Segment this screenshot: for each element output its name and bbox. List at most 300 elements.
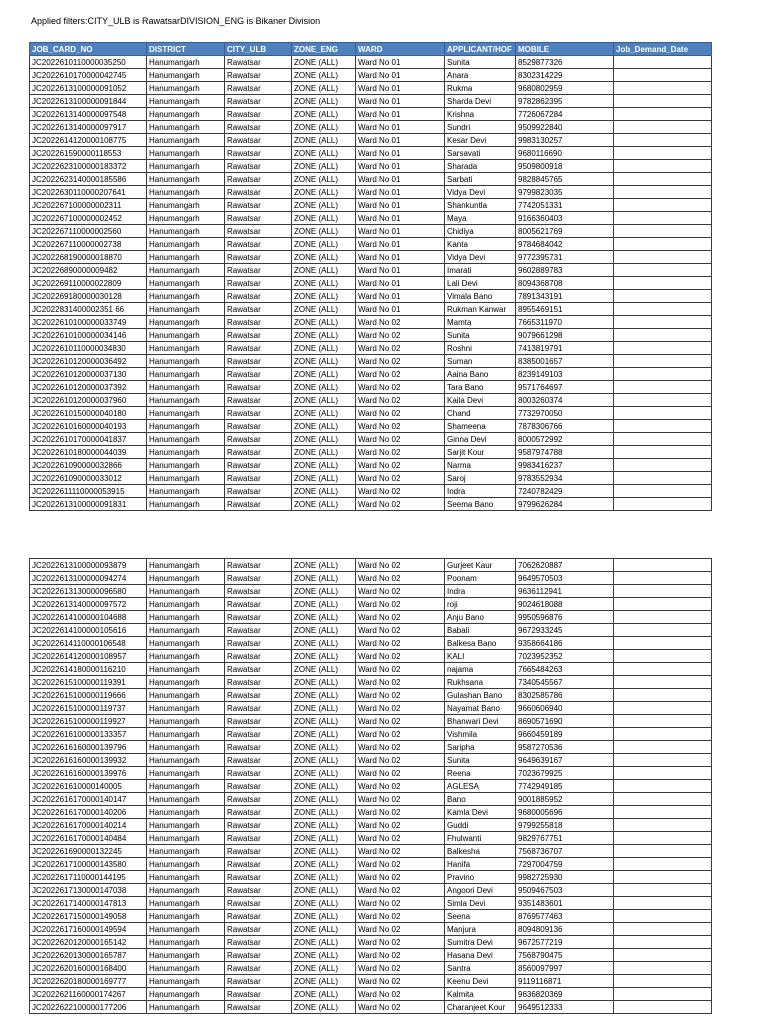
applicant-cell: Pravino bbox=[445, 871, 516, 884]
mobile-cell: 9660606940 bbox=[516, 702, 614, 715]
mobile-cell: 7023952352 bbox=[516, 650, 614, 663]
table-row bbox=[30, 793, 712, 806]
zone-cell: ZONE (ALL) bbox=[292, 303, 356, 316]
zone-cell: ZONE (ALL) bbox=[292, 611, 356, 624]
mobile-cell: 8094809136 bbox=[516, 923, 614, 936]
job-demand-date-cell bbox=[614, 923, 712, 936]
table-row bbox=[30, 433, 712, 446]
applicant-cell: Balkesha bbox=[445, 845, 516, 858]
table-row bbox=[30, 238, 712, 251]
col-header-mobile: MOBILE bbox=[516, 43, 614, 56]
district-cell: Hanumangarh bbox=[147, 923, 225, 936]
job-demand-date-cell bbox=[614, 715, 712, 728]
job-card-no-cell: JC2022616160000139976 bbox=[30, 767, 147, 780]
mobile-cell: 8302314229 bbox=[516, 69, 614, 82]
table-row bbox=[30, 108, 712, 121]
zone-cell: ZONE (ALL) bbox=[292, 459, 356, 472]
mobile-cell: 7891343191 bbox=[516, 290, 614, 303]
applicant-cell: Shankuntla bbox=[445, 199, 516, 212]
zone-cell: ZONE (ALL) bbox=[292, 936, 356, 949]
ward-cell: Ward No 01 bbox=[356, 160, 445, 173]
zone-cell: ZONE (ALL) bbox=[292, 472, 356, 485]
job-demand-date-cell bbox=[614, 394, 712, 407]
zone-cell: ZONE (ALL) bbox=[292, 871, 356, 884]
district-cell: Hanumangarh bbox=[147, 303, 225, 316]
table-row bbox=[30, 585, 712, 598]
ward-cell: Ward No 02 bbox=[356, 498, 445, 511]
job-demand-date-cell bbox=[614, 936, 712, 949]
zone-cell: ZONE (ALL) bbox=[292, 355, 356, 368]
ward-cell: Ward No 02 bbox=[356, 962, 445, 975]
job-card-no-cell: JC2022614100000104688 bbox=[30, 611, 147, 624]
ward-cell: Ward No 01 bbox=[356, 173, 445, 186]
city-ulb-cell: Rawatsar bbox=[225, 767, 292, 780]
ward-cell: Ward No 02 bbox=[356, 611, 445, 624]
ward-cell: Ward No 02 bbox=[356, 988, 445, 1001]
job-card-no-cell: JC202269110000022809 bbox=[30, 277, 147, 290]
job-demand-date-cell bbox=[614, 251, 712, 264]
job-card-no-cell: JC202261610000140005 bbox=[30, 780, 147, 793]
district-cell: Hanumangarh bbox=[147, 199, 225, 212]
ward-cell: Ward No 01 bbox=[356, 251, 445, 264]
mobile-cell: 7665484263 bbox=[516, 663, 614, 676]
table-row bbox=[30, 381, 712, 394]
table-row bbox=[30, 663, 712, 676]
job-demand-date-cell bbox=[614, 637, 712, 650]
district-cell: Hanumangarh bbox=[147, 754, 225, 767]
job-demand-date-cell bbox=[614, 173, 712, 186]
job-demand-date-cell bbox=[614, 949, 712, 962]
mobile-cell: 8000572992 bbox=[516, 433, 614, 446]
district-cell: Hanumangarh bbox=[147, 845, 225, 858]
job-demand-date-cell bbox=[614, 858, 712, 871]
applicant-cell: Bano bbox=[445, 793, 516, 806]
ward-cell: Ward No 02 bbox=[356, 715, 445, 728]
job-card-no-cell: JC2022617130000147038 bbox=[30, 884, 147, 897]
job-card-no-cell: JC2022613100000091844 bbox=[30, 95, 147, 108]
job-demand-date-cell bbox=[614, 884, 712, 897]
job-card-no-cell: JC2022613100000091831 bbox=[30, 498, 147, 511]
district-cell: Hanumangarh bbox=[147, 572, 225, 585]
zone-cell: ZONE (ALL) bbox=[292, 95, 356, 108]
job-card-no-cell: JC2022617140000147813 bbox=[30, 897, 147, 910]
job-card-no-cell: JC2022616100000133357 bbox=[30, 728, 147, 741]
ward-cell: Ward No 01 bbox=[356, 290, 445, 303]
job-card-no-cell: JC2022613100000093879 bbox=[30, 559, 147, 572]
ward-cell: Ward No 01 bbox=[356, 69, 445, 82]
applicant-cell: Poonam bbox=[445, 572, 516, 585]
job-card-table-1 bbox=[29, 42, 712, 511]
job-card-no-cell: JC2022615100000119391 bbox=[30, 676, 147, 689]
district-cell: Hanumangarh bbox=[147, 624, 225, 637]
ward-cell: Ward No 02 bbox=[356, 767, 445, 780]
district-cell: Hanumangarh bbox=[147, 459, 225, 472]
ward-cell: Ward No 01 bbox=[356, 199, 445, 212]
city-ulb-cell: Rawatsar bbox=[225, 95, 292, 108]
zone-cell: ZONE (ALL) bbox=[292, 56, 356, 69]
table-row bbox=[30, 329, 712, 342]
district-cell: Hanumangarh bbox=[147, 962, 225, 975]
job-card-no-cell: JC2022610100000033749 bbox=[30, 316, 147, 329]
job-demand-date-cell bbox=[614, 316, 712, 329]
table-row bbox=[30, 303, 712, 316]
city-ulb-cell: Rawatsar bbox=[225, 459, 292, 472]
city-ulb-cell: Rawatsar bbox=[225, 884, 292, 897]
district-cell: Hanumangarh bbox=[147, 56, 225, 69]
table-row bbox=[30, 459, 712, 472]
ward-cell: Ward No 02 bbox=[356, 650, 445, 663]
table-row bbox=[30, 173, 712, 186]
job-demand-date-cell bbox=[614, 186, 712, 199]
zone-cell: ZONE (ALL) bbox=[292, 329, 356, 342]
zone-cell: ZONE (ALL) bbox=[292, 199, 356, 212]
table-row bbox=[30, 637, 712, 650]
district-cell: Hanumangarh bbox=[147, 290, 225, 303]
zone-cell: ZONE (ALL) bbox=[292, 780, 356, 793]
job-card-no-cell: JC2022610120000036492 bbox=[30, 355, 147, 368]
ward-cell: Ward No 02 bbox=[356, 819, 445, 832]
zone-cell: ZONE (ALL) bbox=[292, 433, 356, 446]
mobile-cell: 9783552934 bbox=[516, 472, 614, 485]
city-ulb-cell: Rawatsar bbox=[225, 858, 292, 871]
table-row bbox=[30, 923, 712, 936]
zone-cell: ZONE (ALL) bbox=[292, 1001, 356, 1014]
job-card-no-cell: JC2022610120000037960 bbox=[30, 394, 147, 407]
city-ulb-cell: Rawatsar bbox=[225, 368, 292, 381]
col-header-district: DISTRICT bbox=[147, 43, 225, 56]
job-demand-date-cell bbox=[614, 897, 712, 910]
table-row bbox=[30, 446, 712, 459]
mobile-cell: 9782862395 bbox=[516, 95, 614, 108]
job-card-no-cell: JC2022617110000144195 bbox=[30, 871, 147, 884]
city-ulb-cell: Rawatsar bbox=[225, 585, 292, 598]
table-row bbox=[30, 611, 712, 624]
applicant-cell: Balkesa Bano bbox=[445, 637, 516, 650]
job-card-no-cell: JC2022616170000140484 bbox=[30, 832, 147, 845]
job-demand-date-cell bbox=[614, 689, 712, 702]
applicant-cell: Chand bbox=[445, 407, 516, 420]
ward-cell: Ward No 02 bbox=[356, 845, 445, 858]
job-card-no-cell: JC2022614120000108775 bbox=[30, 134, 147, 147]
applicant-cell: Babali bbox=[445, 624, 516, 637]
district-cell: Hanumangarh bbox=[147, 446, 225, 459]
mobile-cell: 8529877326 bbox=[516, 56, 614, 69]
mobile-cell: 8239149103 bbox=[516, 368, 614, 381]
job-card-no-cell: JC2022613140000097917 bbox=[30, 121, 147, 134]
mobile-cell: 7297004759 bbox=[516, 858, 614, 871]
applicant-cell: Gulashan Bano bbox=[445, 689, 516, 702]
table-row bbox=[30, 884, 712, 897]
ward-cell: Ward No 02 bbox=[356, 485, 445, 498]
city-ulb-cell: Rawatsar bbox=[225, 56, 292, 69]
city-ulb-cell: Rawatsar bbox=[225, 407, 292, 420]
ward-cell: Ward No 02 bbox=[356, 446, 445, 459]
job-demand-date-cell bbox=[614, 355, 712, 368]
applicant-cell: Sharda Devi bbox=[445, 95, 516, 108]
table-row bbox=[30, 559, 712, 572]
city-ulb-cell: Rawatsar bbox=[225, 806, 292, 819]
job-card-no-cell: JC202269180000030128 bbox=[30, 290, 147, 303]
ward-cell: Ward No 02 bbox=[356, 871, 445, 884]
job-card-no-cell: JC2022614100000105616 bbox=[30, 624, 147, 637]
ward-cell: Ward No 02 bbox=[356, 572, 445, 585]
ward-cell: Ward No 02 bbox=[356, 329, 445, 342]
job-card-no-cell: JC2022610110000035250 bbox=[30, 56, 147, 69]
table-row bbox=[30, 624, 712, 637]
applicant-cell: Keenu Devi bbox=[445, 975, 516, 988]
ward-cell: Ward No 02 bbox=[356, 598, 445, 611]
city-ulb-cell: Rawatsar bbox=[225, 598, 292, 611]
mobile-cell: 9772395731 bbox=[516, 251, 614, 264]
job-card-no-cell: JC2022610100000034146 bbox=[30, 329, 147, 342]
district-cell: Hanumangarh bbox=[147, 1001, 225, 1014]
mobile-cell: 7413819791 bbox=[516, 342, 614, 355]
applicant-cell: Nayamat Bano bbox=[445, 702, 516, 715]
district-cell: Hanumangarh bbox=[147, 975, 225, 988]
job-demand-date-cell bbox=[614, 212, 712, 225]
applicant-cell: Gurjeet Kaur bbox=[445, 559, 516, 572]
job-card-no-cell: JC2022610120000037130 bbox=[30, 368, 147, 381]
applicant-cell: Tara Bano bbox=[445, 381, 516, 394]
district-cell: Hanumangarh bbox=[147, 611, 225, 624]
applicant-cell: Rukman Kanwar bbox=[445, 303, 516, 316]
city-ulb-cell: Rawatsar bbox=[225, 381, 292, 394]
job-demand-date-cell bbox=[614, 767, 712, 780]
ward-cell: Ward No 01 bbox=[356, 82, 445, 95]
table-row bbox=[30, 832, 712, 845]
table-row bbox=[30, 715, 712, 728]
ward-cell: Ward No 02 bbox=[356, 472, 445, 485]
city-ulb-cell: Rawatsar bbox=[225, 173, 292, 186]
district-cell: Hanumangarh bbox=[147, 316, 225, 329]
applicant-cell: Vidya Devi bbox=[445, 251, 516, 264]
zone-cell: ZONE (ALL) bbox=[292, 650, 356, 663]
job-demand-date-cell bbox=[614, 819, 712, 832]
city-ulb-cell: Rawatsar bbox=[225, 936, 292, 949]
zone-cell: ZONE (ALL) bbox=[292, 407, 356, 420]
zone-cell: ZONE (ALL) bbox=[292, 754, 356, 767]
ward-cell: Ward No 02 bbox=[356, 394, 445, 407]
job-card-no-cell: JC2022617160000149594 bbox=[30, 923, 147, 936]
district-cell: Hanumangarh bbox=[147, 407, 225, 420]
applicant-cell: Sumitra Devi bbox=[445, 936, 516, 949]
table-row bbox=[30, 754, 712, 767]
ward-cell: Ward No 01 bbox=[356, 277, 445, 290]
ward-cell: Ward No 02 bbox=[356, 793, 445, 806]
mobile-cell: 9829767751 bbox=[516, 832, 614, 845]
job-demand-date-cell bbox=[614, 871, 712, 884]
job-demand-date-cell bbox=[614, 95, 712, 108]
applicant-cell: Anju Bano bbox=[445, 611, 516, 624]
city-ulb-cell: Rawatsar bbox=[225, 923, 292, 936]
applicant-cell: Seena bbox=[445, 910, 516, 923]
mobile-cell: 7732970050 bbox=[516, 407, 614, 420]
mobile-cell: 9680116690 bbox=[516, 147, 614, 160]
mobile-cell: 7742051331 bbox=[516, 199, 614, 212]
job-card-no-cell: JC2022615100000119737 bbox=[30, 702, 147, 715]
ward-cell: Ward No 02 bbox=[356, 910, 445, 923]
ward-cell: Ward No 01 bbox=[356, 121, 445, 134]
ward-cell: Ward No 02 bbox=[356, 923, 445, 936]
job-demand-date-cell bbox=[614, 381, 712, 394]
city-ulb-cell: Rawatsar bbox=[225, 420, 292, 433]
mobile-cell: 8302585786 bbox=[516, 689, 614, 702]
district-cell: Hanumangarh bbox=[147, 884, 225, 897]
job-card-no-cell: JC2022613130000096580 bbox=[30, 585, 147, 598]
table-row bbox=[30, 355, 712, 368]
applicant-cell: Indra bbox=[445, 485, 516, 498]
job-demand-date-cell bbox=[614, 329, 712, 342]
job-card-no-cell: JC2022616160000139796 bbox=[30, 741, 147, 754]
table-row bbox=[30, 962, 712, 975]
table-row bbox=[30, 134, 712, 147]
applicant-cell: Vidya Devi bbox=[445, 186, 516, 199]
zone-cell: ZONE (ALL) bbox=[292, 585, 356, 598]
district-cell: Hanumangarh bbox=[147, 368, 225, 381]
job-demand-date-cell bbox=[614, 780, 712, 793]
city-ulb-cell: Rawatsar bbox=[225, 572, 292, 585]
job-card-no-cell: JC202267110000002738 bbox=[30, 238, 147, 251]
district-cell: Hanumangarh bbox=[147, 472, 225, 485]
zone-cell: ZONE (ALL) bbox=[292, 949, 356, 962]
city-ulb-cell: Rawatsar bbox=[225, 498, 292, 511]
ward-cell: Ward No 02 bbox=[356, 806, 445, 819]
zone-cell: ZONE (ALL) bbox=[292, 676, 356, 689]
col-header-city-ulb: CITY_ULB bbox=[225, 43, 292, 56]
job-demand-date-cell bbox=[614, 82, 712, 95]
applicant-cell: Guddi bbox=[445, 819, 516, 832]
job-card-no-cell: JC2022616170000140206 bbox=[30, 806, 147, 819]
district-cell: Hanumangarh bbox=[147, 329, 225, 342]
table-row bbox=[30, 69, 712, 82]
job-demand-date-cell bbox=[614, 585, 712, 598]
city-ulb-cell: Rawatsar bbox=[225, 676, 292, 689]
table-row bbox=[30, 780, 712, 793]
job-card-no-cell: JC2022616170000140147 bbox=[30, 793, 147, 806]
job-demand-date-cell bbox=[614, 754, 712, 767]
job-card-no-cell: JC2022610160000040193 bbox=[30, 420, 147, 433]
mobile-cell: 9950596876 bbox=[516, 611, 614, 624]
district-cell: Hanumangarh bbox=[147, 585, 225, 598]
table-row bbox=[30, 897, 712, 910]
district-cell: Hanumangarh bbox=[147, 186, 225, 199]
table-row bbox=[30, 936, 712, 949]
applicant-cell: Seema Bano bbox=[445, 498, 516, 511]
district-cell: Hanumangarh bbox=[147, 650, 225, 663]
ward-cell: Ward No 02 bbox=[356, 832, 445, 845]
table-row bbox=[30, 650, 712, 663]
mobile-cell: 9587270536 bbox=[516, 741, 614, 754]
district-cell: Hanumangarh bbox=[147, 69, 225, 82]
city-ulb-cell: Rawatsar bbox=[225, 845, 292, 858]
city-ulb-cell: Rawatsar bbox=[225, 949, 292, 962]
district-cell: Hanumangarh bbox=[147, 871, 225, 884]
col-header-zone: ZONE_ENG bbox=[292, 43, 356, 56]
zone-cell: ZONE (ALL) bbox=[292, 173, 356, 186]
applicant-cell: Hasana Devi bbox=[445, 949, 516, 962]
job-card-no-cell: JC2022615100000119927 bbox=[30, 715, 147, 728]
ward-cell: Ward No 02 bbox=[356, 585, 445, 598]
job-demand-date-cell bbox=[614, 225, 712, 238]
city-ulb-cell: Rawatsar bbox=[225, 689, 292, 702]
district-cell: Hanumangarh bbox=[147, 702, 225, 715]
zone-cell: ZONE (ALL) bbox=[292, 910, 356, 923]
table-row bbox=[30, 264, 712, 277]
mobile-cell: 9680005696 bbox=[516, 806, 614, 819]
job-card-no-cell: JC20226890000009482 bbox=[30, 264, 147, 277]
zone-cell: ZONE (ALL) bbox=[292, 728, 356, 741]
ward-cell: Ward No 01 bbox=[356, 238, 445, 251]
job-demand-date-cell bbox=[614, 702, 712, 715]
applicant-cell: Fhulwanti bbox=[445, 832, 516, 845]
table-row bbox=[30, 845, 712, 858]
mobile-cell: 9680802959 bbox=[516, 82, 614, 95]
applicant-cell: Manjura bbox=[445, 923, 516, 936]
zone-cell: ZONE (ALL) bbox=[292, 819, 356, 832]
city-ulb-cell: Rawatsar bbox=[225, 780, 292, 793]
district-cell: Hanumangarh bbox=[147, 381, 225, 394]
ward-cell: Ward No 02 bbox=[356, 459, 445, 472]
zone-cell: ZONE (ALL) bbox=[292, 793, 356, 806]
district-cell: Hanumangarh bbox=[147, 160, 225, 173]
applicant-cell: Vishmila bbox=[445, 728, 516, 741]
ward-cell: Ward No 01 bbox=[356, 264, 445, 277]
city-ulb-cell: Rawatsar bbox=[225, 728, 292, 741]
applicant-cell: Sunita bbox=[445, 754, 516, 767]
zone-cell: ZONE (ALL) bbox=[292, 277, 356, 290]
zone-cell: ZONE (ALL) bbox=[292, 251, 356, 264]
job-card-no-cell: JC2022615100000119666 bbox=[30, 689, 147, 702]
zone-cell: ZONE (ALL) bbox=[292, 598, 356, 611]
city-ulb-cell: Rawatsar bbox=[225, 754, 292, 767]
city-ulb-cell: Rawatsar bbox=[225, 485, 292, 498]
applicant-cell: Kamla Devi bbox=[445, 806, 516, 819]
ward-cell: Ward No 01 bbox=[356, 56, 445, 69]
table-body-2 bbox=[30, 559, 712, 1014]
ward-cell: Ward No 02 bbox=[356, 1001, 445, 1014]
mobile-cell: 9672577219 bbox=[516, 936, 614, 949]
table-row bbox=[30, 199, 712, 212]
district-cell: Hanumangarh bbox=[147, 598, 225, 611]
zone-cell: ZONE (ALL) bbox=[292, 394, 356, 407]
job-card-no-cell: JC2022620180000169777 bbox=[30, 975, 147, 988]
mobile-cell: 7878306766 bbox=[516, 420, 614, 433]
ward-cell: Ward No 02 bbox=[356, 949, 445, 962]
applicant-cell: Bhanwari Devi bbox=[445, 715, 516, 728]
zone-cell: ZONE (ALL) bbox=[292, 832, 356, 845]
mobile-cell: 9982725930 bbox=[516, 871, 614, 884]
job-card-no-cell: JC202261690000132245 bbox=[30, 845, 147, 858]
applicant-cell: Sunita bbox=[445, 329, 516, 342]
job-demand-date-cell bbox=[614, 147, 712, 160]
mobile-cell: 9602889783 bbox=[516, 264, 614, 277]
district-cell: Hanumangarh bbox=[147, 225, 225, 238]
job-card-no-cell: JC2022611110000053915 bbox=[30, 485, 147, 498]
table-row bbox=[30, 212, 712, 225]
mobile-cell: 8003260374 bbox=[516, 394, 614, 407]
zone-cell: ZONE (ALL) bbox=[292, 212, 356, 225]
district-cell: Hanumangarh bbox=[147, 342, 225, 355]
applicant-cell: Sharada bbox=[445, 160, 516, 173]
zone-cell: ZONE (ALL) bbox=[292, 316, 356, 329]
zone-cell: ZONE (ALL) bbox=[292, 715, 356, 728]
zone-cell: ZONE (ALL) bbox=[292, 186, 356, 199]
city-ulb-cell: Rawatsar bbox=[225, 134, 292, 147]
zone-cell: ZONE (ALL) bbox=[292, 767, 356, 780]
mobile-cell: 9983130257 bbox=[516, 134, 614, 147]
job-demand-date-cell bbox=[614, 962, 712, 975]
job-demand-date-cell bbox=[614, 845, 712, 858]
